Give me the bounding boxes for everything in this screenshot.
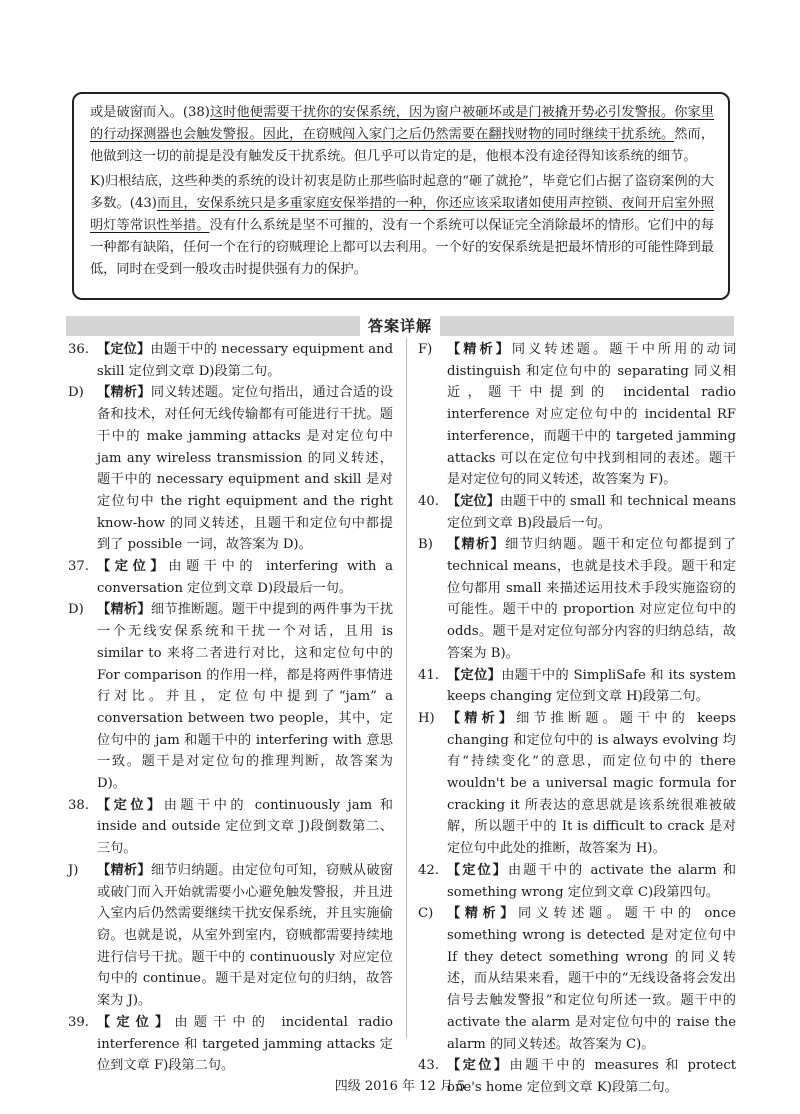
answer-entry bbox=[68, 556, 393, 599]
entry-text: 由题干中的 SimpliSafe 和 its system keeps changing 定位到文章 H)段第二句。 bbox=[447, 667, 736, 705]
entry-text: 同义转述题。题干中所用的动词 distinguish 和定位句中的 separating 同义相近，题干中提到的 incidental radio interference 对应定位句中的 incidental RF interference，而题干中的 targeted jamming attacks 可以在定位句中找到相同的表述。题干是对定位句的同义转述，故答案为 F)。 bbox=[447, 342, 737, 488]
answer-entry bbox=[68, 382, 393, 556]
passage-paragraph-j bbox=[90, 102, 714, 168]
underlined-answer-38: 这时他便需要干扰你的安保系统，因为窗户被砸坏或是门被撬开势必引发警报。你家里的行动探测器也会触发警报。因此，在窃贼闯入家门之后仍然需要在翻找财物的同时继续干扰系统。 bbox=[90, 105, 715, 142]
answer-entry bbox=[68, 339, 393, 382]
passage-text: 没有什么系统是坚不可摧的，没有一个系统可以保证完全消除最坏的情形。它们中的每一种都有缺陷，任何一个在行的窃贼理论上都可以去利用。一个好的安保系统是把最坏情形的可能性降到最低，同时在受到一般攻击时提供强有力的保护。 bbox=[90, 218, 715, 277]
entry-text: 细节归纳题。由定位句可知，窃贼从破窗或破门而入开始就需要小心避免触发警报，并且进入室内后仍然需要继续干扰安保系统，并且实施偷窃。也就是说，从室外到室内，窃贼都需要持续地进行信号干扰。题干中的 continuously 对应定位句中的 continue。题干是对定位句的归纳，故答案为 J)。 bbox=[97, 862, 394, 1009]
entry-tag: 【定位】 bbox=[97, 342, 151, 357]
passage-text: 然而，他做到这一切的前提是没有触发反干扰系统。但几乎可以肯定的是，他根本没有途径得知该系统的细节。 bbox=[90, 127, 715, 164]
entry-text: 同义转述题。定位句指出，通过合适的设备和技术，对任何无线传输都有可能进行干扰。题干中的 make jamming attacks 是对定位句中 jam any wireless transmission 的同义转述，题干中的 necessary equipment and skill 是对定位句中 the right equipment and the right know-how 的同义转述，且题干和定位句中都提到了 possible 一词，故答案为 D)。 bbox=[97, 385, 394, 553]
entry-number: 42. bbox=[418, 862, 439, 878]
entry-number: 43. bbox=[418, 1058, 439, 1074]
entry-number: 37. bbox=[68, 559, 89, 575]
entry-tag: 【定位】 bbox=[447, 667, 502, 683]
passage-text: 或是破窗而入。(38) bbox=[90, 105, 210, 120]
entry-number: J) bbox=[68, 862, 79, 878]
entry-tag: 【精析】 bbox=[447, 537, 506, 553]
answer-entry bbox=[68, 1012, 393, 1077]
entry-text: 由题干中的 interfering with a conversation 定位到文章 D)段最后一句。 bbox=[97, 559, 393, 596]
entry-text: 由题干中的 activate the alarm 和 something wrong 定位到文章 C)段第四句。 bbox=[447, 862, 737, 900]
entry-text: 细节推断题。题干中的 keeps changing 和定位句中的 is always evolving 均有“持续变化”的意思，而定位句中的 there wouldn't be a universal magic formula for cracking it 所表达的意思就是该系统很难被破解，所以题干中的 It is difficult to crack 是对定位句中此处的推断，故答案为 H)。 bbox=[447, 710, 736, 857]
right-column bbox=[418, 339, 736, 1099]
entry-tag: 【定位】 bbox=[97, 559, 169, 575]
entry-text: 由题干中的 small 和 technical means 定位到文章 B)段最后一句。 bbox=[447, 493, 737, 531]
entry-tag: 【定位】 bbox=[447, 493, 500, 509]
entry-tag: 【定位】 bbox=[97, 797, 164, 813]
answer-entry bbox=[68, 599, 393, 794]
entry-tag: 【精析】 bbox=[447, 342, 512, 357]
entry-number: 38. bbox=[68, 797, 89, 813]
answer-entry bbox=[418, 708, 736, 860]
entry-tag: 【定位】 bbox=[447, 862, 509, 878]
entry-tag: 【精析】 bbox=[97, 862, 151, 878]
entry-tag: 【定位】 bbox=[97, 1014, 175, 1030]
entry-number: D) bbox=[68, 385, 84, 401]
entry-number: C) bbox=[418, 906, 434, 922]
entry-number: 41. bbox=[418, 667, 439, 683]
entry-text: 由题干中的 necessary equipment and skill 定位到文章 D)段第二句。 bbox=[97, 342, 394, 379]
entry-tag: 【精析】 bbox=[97, 385, 151, 401]
entry-number: H) bbox=[418, 710, 435, 726]
entry-text: 细节推断题。题干中提到的两件事为干扰一个无线安保系统和干扰一个对话，且用 is similar to 来将二者进行对比，这和定位句中的 For comparison 的作用一样，都是将两件事情进行对比。并且，定位句中提到了“jam” a conversation between two people，其中，定位句中的 jam 和题干中的 interfering with 意思一致。题干是对定位句的推理判断，故答案为 D)。 bbox=[97, 602, 394, 792]
entry-text: 由题干中的 measures 和 protect one's home 定位到文章 K)段第二句。 bbox=[447, 1058, 737, 1095]
answer-entry bbox=[418, 339, 736, 491]
entry-number: B) bbox=[418, 537, 433, 553]
answer-entry bbox=[68, 860, 393, 1012]
entry-number: 39. bbox=[68, 1014, 89, 1030]
passage-paragraph-k bbox=[90, 171, 714, 281]
entry-number: F) bbox=[418, 342, 433, 357]
answer-entry bbox=[418, 534, 736, 664]
answer-entry bbox=[418, 860, 736, 903]
answer-entry bbox=[68, 795, 393, 860]
entry-tag: 【精析】 bbox=[97, 602, 151, 618]
entry-tag: 【精析】 bbox=[447, 710, 517, 726]
passage-text: 归根结底，这些种类的系统的设计初衷是防止那些临时起意的“砸了就抢”，毕竟它们占据了盗窃案例的大多数。(43) bbox=[90, 174, 714, 211]
entry-tag: 【精析】 bbox=[447, 906, 519, 922]
answer-entry bbox=[418, 903, 736, 1055]
section-title: 答案详解 bbox=[360, 315, 440, 337]
passage-excerpt-box bbox=[72, 92, 730, 300]
entry-text: 由题干中的 incidental radio interference 和 targeted jamming attacks 定位到文章 F)段第二句。 bbox=[97, 1014, 393, 1074]
entry-text: 由题干中的 continuously jam 和 inside and outside 定位到文章 J)段倒数第二、三句。 bbox=[97, 797, 393, 857]
answer-entry bbox=[418, 665, 736, 708]
page-footer: 四级 2016 年 12 月 5 bbox=[334, 1079, 466, 1094]
entry-tag: 【定位】 bbox=[447, 1058, 510, 1074]
paragraph-label: K) bbox=[90, 174, 105, 189]
entry-number: 36. bbox=[68, 342, 89, 357]
entry-number: 40. bbox=[418, 493, 439, 509]
left-column bbox=[68, 339, 393, 1077]
section-header-bar bbox=[66, 316, 734, 336]
entry-number: D) bbox=[68, 602, 84, 618]
answer-entry bbox=[418, 491, 736, 534]
entry-text: 同义转述题。题干中的 once something wrong is detected 是对定位句中 If they detect something wrong 的同义转述，而从结果来看，题干中的“无线设备将会发出信号去触发警报”和定位句所述一致。题干中的 activate the alarm 是对定位句中的 raise the alarm 的同义转述。故答案为 C)。 bbox=[447, 906, 736, 1052]
column-divider bbox=[406, 338, 407, 1038]
underlined-answer-43: 而且，安保系统只是多重家庭安保举措的一种，你还应该采取诸如使用声控锁、夜间开启室外照明灯等常识性举措。 bbox=[90, 196, 714, 233]
entry-text: 细节归纳题。题干和定位句都提到了 technical means，也就是技术手段。题干和定位句都用 small 来描述运用技术手段实施盗窃的可能性。题干中的 proportion 对应定位句中的 odds。题干是对定位句部分内容的归纳总结，故答案为 B)。 bbox=[447, 537, 737, 661]
